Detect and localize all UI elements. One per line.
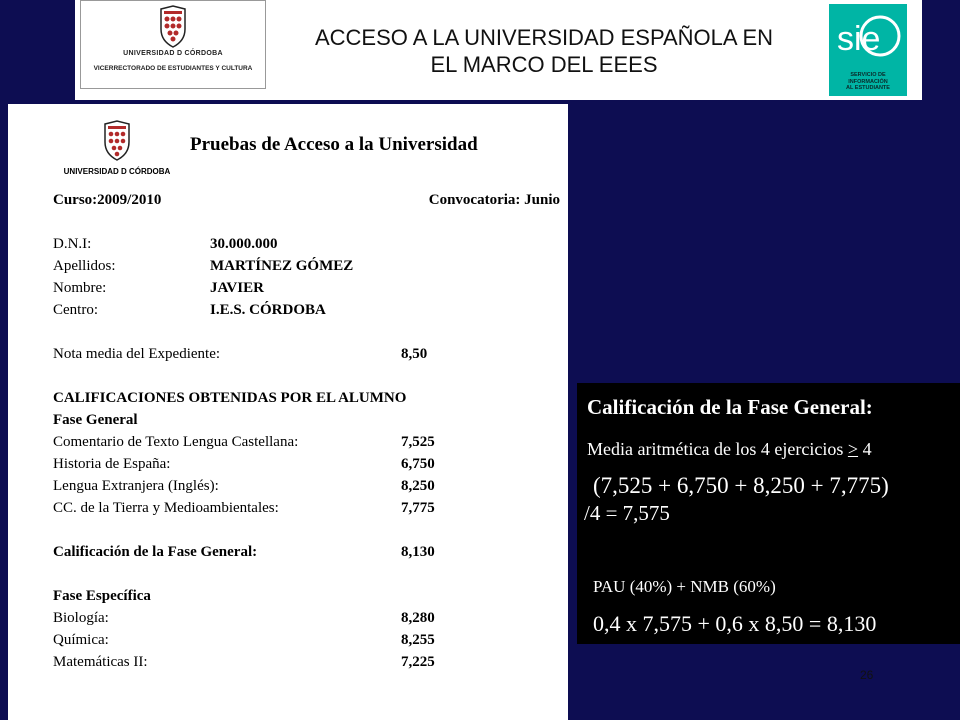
grades-heading: CALIFICACIONES OBTENIDAS POR EL ALUMNO <box>53 390 407 406</box>
specific-phase-heading: Fase Específica <box>53 588 151 604</box>
subject-grade: 7,775 <box>401 500 435 516</box>
course-label: Curso:2009/2010 <box>53 192 162 208</box>
general-phase-heading: Fase General <box>53 412 138 428</box>
subject-grade: 8,255 <box>401 632 435 648</box>
slide-title <box>270 24 818 78</box>
sie-caption-line2: INFORMACIÓN <box>848 78 888 85</box>
slide-title-line1: ACCESO A LA UNIVERSIDAD ESPAÑOLA EN <box>314 25 774 50</box>
sie-logo-text: sie <box>837 20 881 58</box>
formula-line2: /4 = 7,575 <box>584 501 670 525</box>
page-number: 26 <box>860 668 874 682</box>
doc-uco-logo <box>62 120 172 184</box>
surname-label: Apellidos: <box>53 258 116 274</box>
grade-certificate <box>8 104 568 720</box>
slide-title-line2: EL MARCO DEL EEES <box>430 52 658 77</box>
sie-logo <box>829 4 907 96</box>
subject-label: Historia de España: <box>53 456 171 472</box>
subject-label: Matemáticas II: <box>53 654 148 670</box>
average-value: 8,50 <box>401 346 428 362</box>
result-formula: 0,4 x 7,575 + 0,6 x 8,50 = 8,130 <box>593 611 877 636</box>
sie-caption <box>829 72 907 92</box>
uco-crest-icon <box>153 5 193 49</box>
call-label: Convocatoria: Junio <box>428 192 560 208</box>
subject-grade: 7,525 <box>401 434 435 450</box>
dni-value: 30.000.000 <box>210 236 278 252</box>
formula-line1: (7,525 + 6,750 + 8,250 + 7,775) <box>593 473 889 498</box>
general-total-value: 8,130 <box>401 544 435 560</box>
subject-label: Lengua Extranjera (Inglés): <box>53 478 219 494</box>
uco-logo-name: UNIVERSIDAD D CÓRDOBA <box>123 50 223 57</box>
subject-label: Comentario de Texto Lengua Castellana: <box>53 434 299 450</box>
general-total-label: Calificación de la Fase General: <box>53 544 258 560</box>
doc-logo-name: UNIVERSIDAD D CÓRDOBA <box>63 167 171 176</box>
doc-title: Pruebas de Acceso a la Universidad <box>190 134 478 155</box>
panel-line1 <box>587 439 872 460</box>
uco-logo-subtitle: VICERRECTORADO DE ESTUDIANTES Y CULTURA <box>93 65 253 72</box>
surname-value: MARTÍNEZ GÓMEZ <box>210 258 354 274</box>
name-value: JAVIER <box>210 280 264 296</box>
subject-grade: 7,225 <box>401 654 435 670</box>
uco-logo <box>80 0 266 89</box>
dni-label: D.N.I: <box>53 236 92 252</box>
panel-line1-text: Media aritmética de los 4 ejercicios <box>587 439 848 459</box>
sie-caption-line1: SERVICIO DE <box>850 72 886 78</box>
doc-crest-icon <box>100 120 134 162</box>
subject-label: Química: <box>53 632 109 648</box>
subject-label: Biología: <box>53 610 109 626</box>
name-label: Nombre: <box>53 280 107 296</box>
sie-logo-icon <box>833 8 903 70</box>
pau-formula: PAU (40%) + NMB (60%) <box>593 577 776 596</box>
subject-grade: 6,750 <box>401 456 435 472</box>
subject-label: CC. de la Tierra y Medioambientales: <box>53 500 279 516</box>
panel-title: Calificación de la Fase General: <box>587 395 873 419</box>
panel-line1-symbol: > <box>847 439 859 459</box>
average-label: Nota media del Expediente: <box>53 346 221 362</box>
school-value: I.E.S. CÓRDOBA <box>210 302 326 318</box>
sie-caption-line3: AL ESTUDIANTE <box>846 85 890 91</box>
school-label: Centro: <box>53 302 98 318</box>
header-divider <box>75 97 922 100</box>
subject-grade: 8,250 <box>401 478 435 494</box>
subject-grade: 8,280 <box>401 610 435 626</box>
panel-line1-end: 4 <box>858 439 872 459</box>
calculation-panel <box>577 383 960 644</box>
